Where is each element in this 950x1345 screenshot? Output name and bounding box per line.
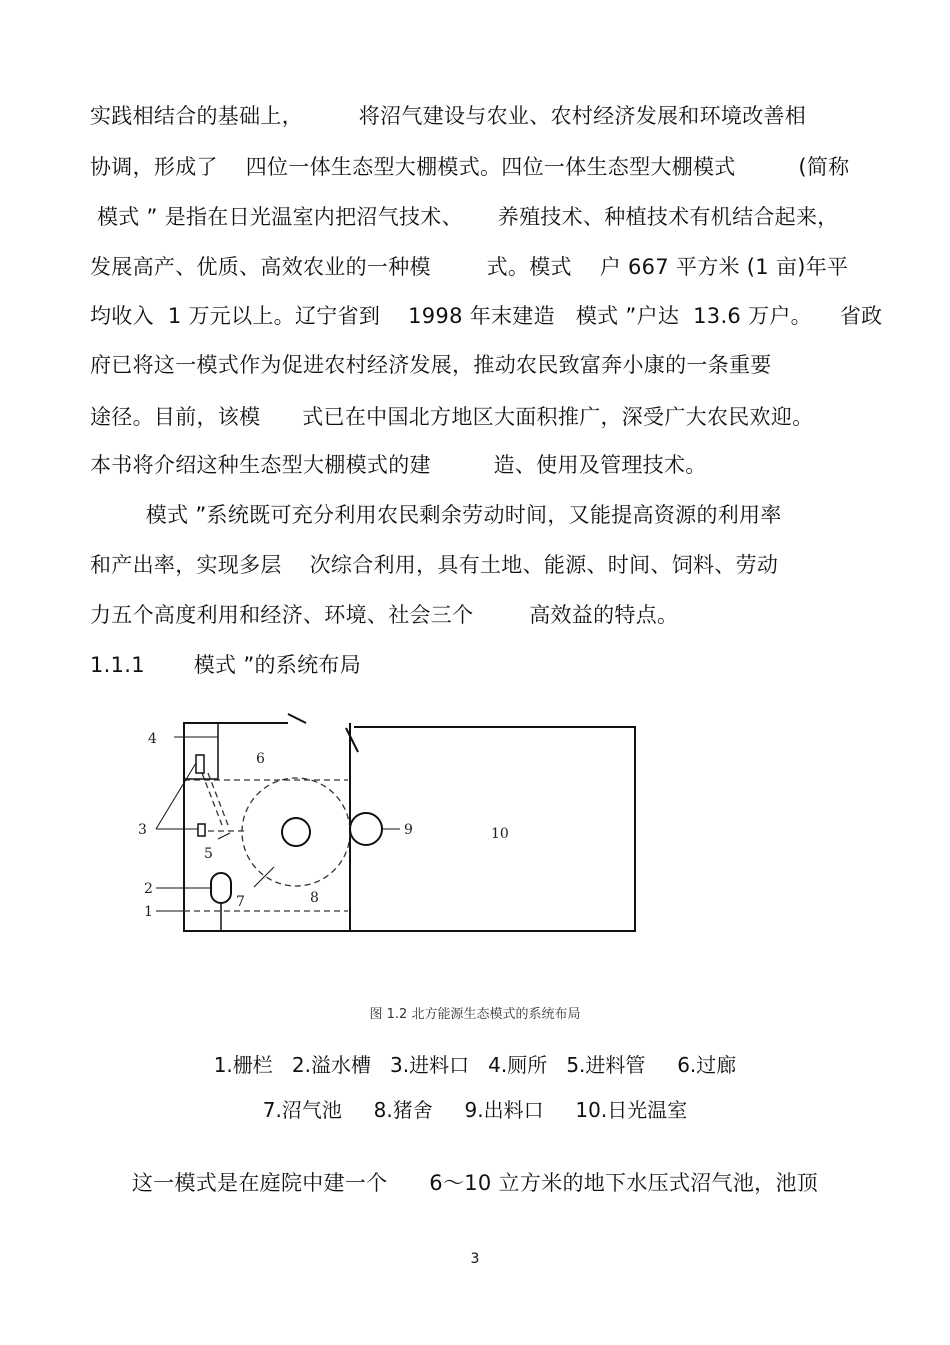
inlet-lower — [198, 824, 205, 836]
legend-line-1: 1.栅栏 2.溢水槽 3.进料口 4.厕所 5.进料管 6.过廊 — [213, 1053, 737, 1077]
label-8: 8 — [310, 890, 319, 906]
label-3: 3 — [138, 822, 147, 838]
closing-line: 这一模式是在庭院中建一个 6～10 立方米的地下水压式沼气池，池顶 — [90, 1171, 819, 1195]
paragraph-line-8: 本书将介绍这种生态型大棚模式的建 造、使用及管理技术。 — [90, 453, 707, 477]
paragraph-line-9: 模式 ”系统既可充分利用农民剩余劳动时间，又能提高资源的利用率 — [90, 503, 782, 527]
door-right — [346, 728, 358, 752]
label-1: 1 — [144, 904, 153, 920]
label-2: 2 — [144, 881, 153, 897]
paragraph-line-7: 途径。目前，该模 式已在中国北方地区大面积推广，深受广大农民欢迎。 — [90, 405, 814, 429]
paragraph-line-1: 实践相结合的基础上， 将沼气建设与农业、农村经济发展和环境改善相 — [90, 104, 807, 128]
paragraph-line-11: 力五个高度利用和经济、环境、社会三个 高效益的特点。 — [90, 603, 679, 627]
paragraph-line-5: 均收入 1 万元以上。辽宁省到 1998 年末建造 模式 ”户达 13.6 万户。 省政 — [90, 304, 883, 328]
legend-line-2: 7.沼气池 8.猪舍 9.出料口 10.日光温室 — [262, 1098, 688, 1122]
page-number: 3 — [470, 1251, 480, 1267]
digester-center — [282, 818, 310, 846]
label-7: 7 — [236, 894, 245, 910]
figure-caption: 图 1.2 北方能源生态模式的系统布局 — [369, 1007, 581, 1022]
label-6: 6 — [256, 751, 265, 767]
paragraph-line-6: 府已将这一模式作为促进农村经济发展，推动农民致富奔小康的一条重要 — [90, 353, 772, 377]
inlet-upper — [196, 755, 204, 773]
digester-outline — [242, 778, 350, 886]
door-left — [288, 714, 306, 723]
overflow-tank — [211, 873, 231, 903]
outlet-circle — [350, 813, 382, 845]
paragraph-line-4: 发展高产、优质、高效农业的一种模 式。模式 户 667 平方米 (1 亩)年平 — [90, 255, 849, 279]
label-10: 10 — [491, 826, 509, 842]
system-layout-figure — [138, 705, 648, 940]
paragraph-line-10: 和产出率，实现多层 次综合利用，具有土地、能源、时间、饲料、劳动 — [90, 553, 779, 577]
paragraph-line-3: 模式 ” 是指在日光温室内把沼气技术、 养殖技术、种植技术有机结合起来， — [90, 205, 839, 229]
label-9: 9 — [404, 822, 413, 838]
label-4: 4 — [148, 731, 157, 747]
paragraph-line-2: 协调，形成了 四位一体生态型大棚模式。四位一体生态型大棚模式 (简称 — [90, 155, 850, 179]
section-heading: 1.1.1 模式 ”的系统布局 — [90, 653, 362, 677]
label-5: 5 — [204, 846, 213, 862]
